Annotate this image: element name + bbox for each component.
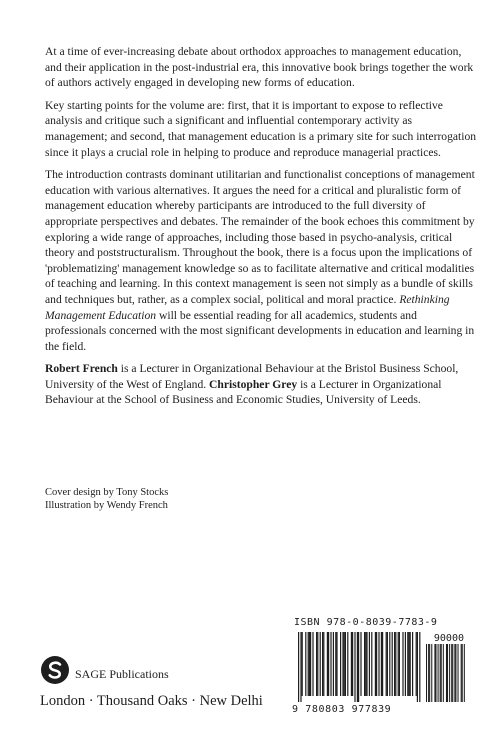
barcode-bar — [378, 632, 379, 696]
barcode-bar — [364, 632, 365, 696]
barcode-bar — [347, 632, 348, 696]
addon-bar — [441, 644, 442, 702]
illustration-credit: Illustration by Wendy French — [45, 500, 168, 511]
blurb-paragraph-3-main: The introduction contrasts dominant utilitarian and functionalist conceptions of management education with various alternatives. It argues the need for a critical and pluralistic form of management education whereby participants are introduced to the full diversity of appropriate perspectives and debates. The remainder of the book echoes this commitment by exploring a wide range of approaches, including those based in psycho-analysis, critical theory and poststructuralism. Throughout the book, there is a focus upon the implications of 'problematizing' management knowledge so as to facilitate alternative and critical modalities of teaching and learning. In this context management is seen not simply as a bundle of skills and techniques but, rather, as a complex social, political and moral practice. — [45, 168, 475, 306]
barcode-bar — [369, 632, 370, 696]
book-title: Rethinking Management Education — [45, 292, 450, 322]
barcode-bar — [342, 632, 343, 696]
sage-s-logo-icon — [40, 655, 70, 685]
barcode-bar — [375, 632, 376, 696]
addon-bar — [434, 644, 435, 702]
barcode-bar — [395, 632, 396, 696]
author-1-bio: is a Lecturer in Organizational Behaviour at the Bristol Business School, University of the West of England. — [45, 362, 459, 391]
addon-bar — [426, 644, 427, 702]
barcode-bar — [360, 632, 361, 696]
price-code: 90000 — [433, 633, 464, 644]
barcode-bar — [398, 632, 399, 696]
addon-bar — [435, 644, 436, 702]
barcode-bar — [410, 632, 411, 696]
addon-bar — [451, 644, 452, 702]
barcode-bar — [298, 632, 299, 702]
barcode-bar — [302, 632, 303, 696]
barcode-bar — [392, 632, 393, 696]
addon-bar — [462, 644, 463, 702]
barcode-bar — [416, 632, 417, 696]
barcode-bar — [345, 632, 346, 696]
addon-bar — [438, 644, 439, 702]
barcode-bar — [357, 632, 358, 702]
blurb-paragraph-3 — [45, 167, 477, 354]
addon-bar — [447, 644, 448, 702]
barcode-bar — [312, 632, 313, 696]
barcode-bar — [317, 632, 318, 696]
barcode-bar — [340, 632, 341, 696]
barcode-bar — [333, 632, 334, 696]
barcode-bar — [335, 632, 336, 696]
blurb-paragraph-3-tail: will be essential reading for all academics, students and professionals concerned with the most significant developments in education and learning in the field. — [45, 308, 475, 353]
blurb-paragraph-2: Key starting points for the volume are: first, that it is important to expose to reflective analysis and critique such a significant and influential contemporary activity as management; and second, that management education is a primary site for such interrogation since it plays a crucial role in helping to produce and reproduce managerial practices. — [45, 98, 477, 159]
publisher-name: SAGE Publications — [75, 667, 169, 681]
author-bios — [45, 361, 477, 408]
barcode-digits: 9 780803 977839 — [292, 704, 392, 715]
barcode-bar — [320, 632, 321, 696]
barcode-bar — [365, 632, 366, 696]
addon-bar — [458, 644, 459, 702]
blurb-paragraph-1: At a time of ever-increasing debate about orthodox approaches to management education, and their application in the post-industrial era, this innovative book brings together the work of authors actively engaged in developing new forms of education. — [45, 45, 474, 90]
isbn-number: ISBN 978-0-8039-7783-9 — [294, 617, 438, 628]
barcode-bar — [366, 632, 367, 696]
barcode-bar — [316, 632, 317, 696]
addon-bar — [454, 644, 455, 702]
author-2-name: Christopher Grey — [209, 377, 298, 391]
addon-bar — [443, 644, 444, 702]
barcode-bar — [387, 632, 388, 696]
addon-bar — [440, 644, 441, 702]
addon-bar — [428, 644, 429, 702]
barcode-bar — [322, 632, 323, 696]
barcode-bar — [381, 632, 382, 696]
addon-bar — [452, 644, 453, 702]
barcode-bar — [382, 632, 383, 696]
barcode-bar — [327, 632, 328, 696]
author-1-name: Robert French — [45, 362, 118, 376]
barcode-bar — [300, 632, 301, 702]
barcode-bar — [389, 632, 390, 696]
barcode-bar — [309, 632, 310, 696]
barcode-bar — [358, 632, 359, 702]
barcode-bar — [405, 632, 406, 696]
publisher-cities: London · Thousand Oaks · New Delhi — [40, 693, 263, 709]
barcode-icon — [292, 630, 472, 704]
barcode-bar — [408, 632, 409, 696]
barcode-bar — [323, 632, 324, 696]
publisher-block — [40, 655, 290, 715]
addon-bar — [461, 644, 462, 702]
addon-bar — [429, 644, 430, 702]
addon-bar — [455, 644, 456, 702]
barcode-bar — [352, 632, 353, 696]
barcode-bar — [399, 632, 400, 696]
addon-bar — [446, 644, 447, 702]
cover-design-credit: Cover design by Tony Stocks — [45, 487, 169, 498]
isbn-barcode — [292, 617, 472, 715]
blurb — [45, 44, 477, 415]
barcode-bar — [305, 632, 306, 696]
barcode-bar — [386, 632, 387, 696]
barcode-bar — [394, 632, 395, 696]
barcode-bar — [376, 632, 377, 696]
barcode-bar — [417, 632, 418, 702]
barcode-bar — [344, 632, 345, 696]
credits — [45, 486, 168, 512]
author-2-bio: is a Lecturer in Organizational Behaviour at the School of Business and Economic Studies, University of Leeds. — [45, 377, 442, 407]
barcode-bar — [354, 632, 355, 702]
addon-bar — [464, 644, 465, 702]
barcode-bar — [330, 632, 331, 696]
barcode-bar — [336, 632, 337, 696]
barcode-bar — [308, 632, 309, 696]
addon-bar — [431, 644, 432, 702]
barcode-bar — [402, 632, 403, 696]
addon-bar — [449, 644, 450, 702]
barcode-bar — [407, 632, 408, 696]
barcode-bar — [371, 632, 372, 696]
barcode-bar — [310, 632, 311, 696]
barcode-bar — [412, 632, 413, 696]
barcode-bar — [351, 632, 352, 696]
barcode-bar — [328, 632, 329, 696]
barcode-bar — [419, 632, 420, 702]
